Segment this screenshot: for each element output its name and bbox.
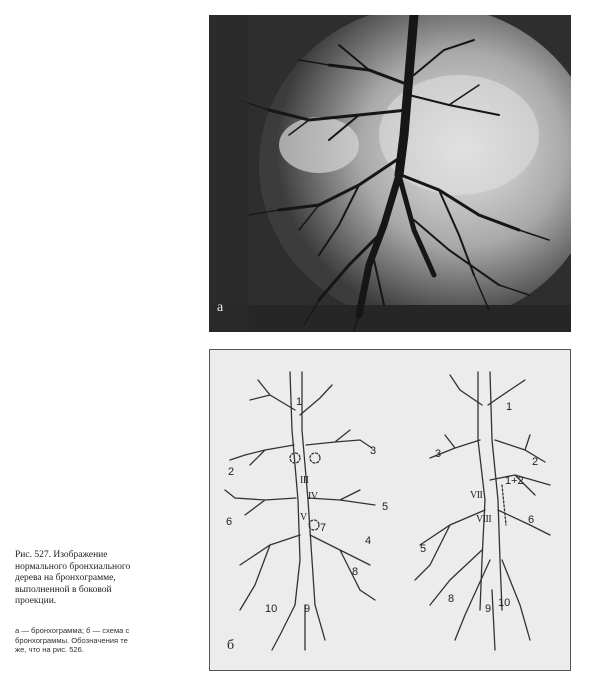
bronchogram-scheme bbox=[209, 349, 571, 671]
left-label-10: 10 bbox=[265, 603, 278, 615]
right-label-VIII: VIII bbox=[476, 514, 492, 525]
right-label-5: 5 bbox=[420, 543, 427, 555]
right-label-6: 6 bbox=[528, 514, 535, 526]
left-label-V: V bbox=[300, 512, 307, 523]
right-label-VII: VII bbox=[470, 490, 483, 501]
left-label-3: 3 bbox=[370, 445, 377, 457]
right-label-10: 10 bbox=[498, 597, 511, 609]
left-label-9: 9 bbox=[304, 603, 311, 615]
right-label-2: 2 bbox=[532, 456, 539, 468]
panel-b-letter: б bbox=[227, 638, 235, 653]
right-label-1: 1 bbox=[506, 401, 513, 413]
left-label-IV: IV bbox=[308, 491, 318, 502]
right-label-8: 8 bbox=[448, 593, 455, 605]
left-label-5: 5 bbox=[382, 501, 389, 513]
left-bronchial-tree bbox=[225, 372, 375, 650]
panel-a-letter: а bbox=[217, 300, 224, 315]
right-label-3: 3 bbox=[435, 448, 442, 460]
right-label-9: 9 bbox=[485, 603, 492, 615]
left-label-2: 2 bbox=[228, 466, 235, 478]
left-label-8: 8 bbox=[352, 566, 359, 578]
left-label-7: 7 bbox=[320, 522, 327, 534]
figure-caption: Рис. 527. Изображение нормального бронхиального дерева на бронхограмме, выполненной в боковой проекции. bbox=[15, 550, 131, 606]
left-label-III: III bbox=[300, 475, 309, 486]
left-label-1: 1 bbox=[296, 396, 303, 408]
figure-legend: а — бронхограмма; б — схема с бронхограммы. Обозначения те же, что на рис. 526. bbox=[15, 626, 130, 654]
bronchogram-photo bbox=[209, 15, 571, 332]
right-bronchial-tree bbox=[415, 372, 550, 650]
right-label-1-2: 1+2 bbox=[505, 475, 524, 487]
left-label-4: 4 bbox=[365, 535, 372, 547]
left-label-6: 6 bbox=[226, 516, 233, 528]
